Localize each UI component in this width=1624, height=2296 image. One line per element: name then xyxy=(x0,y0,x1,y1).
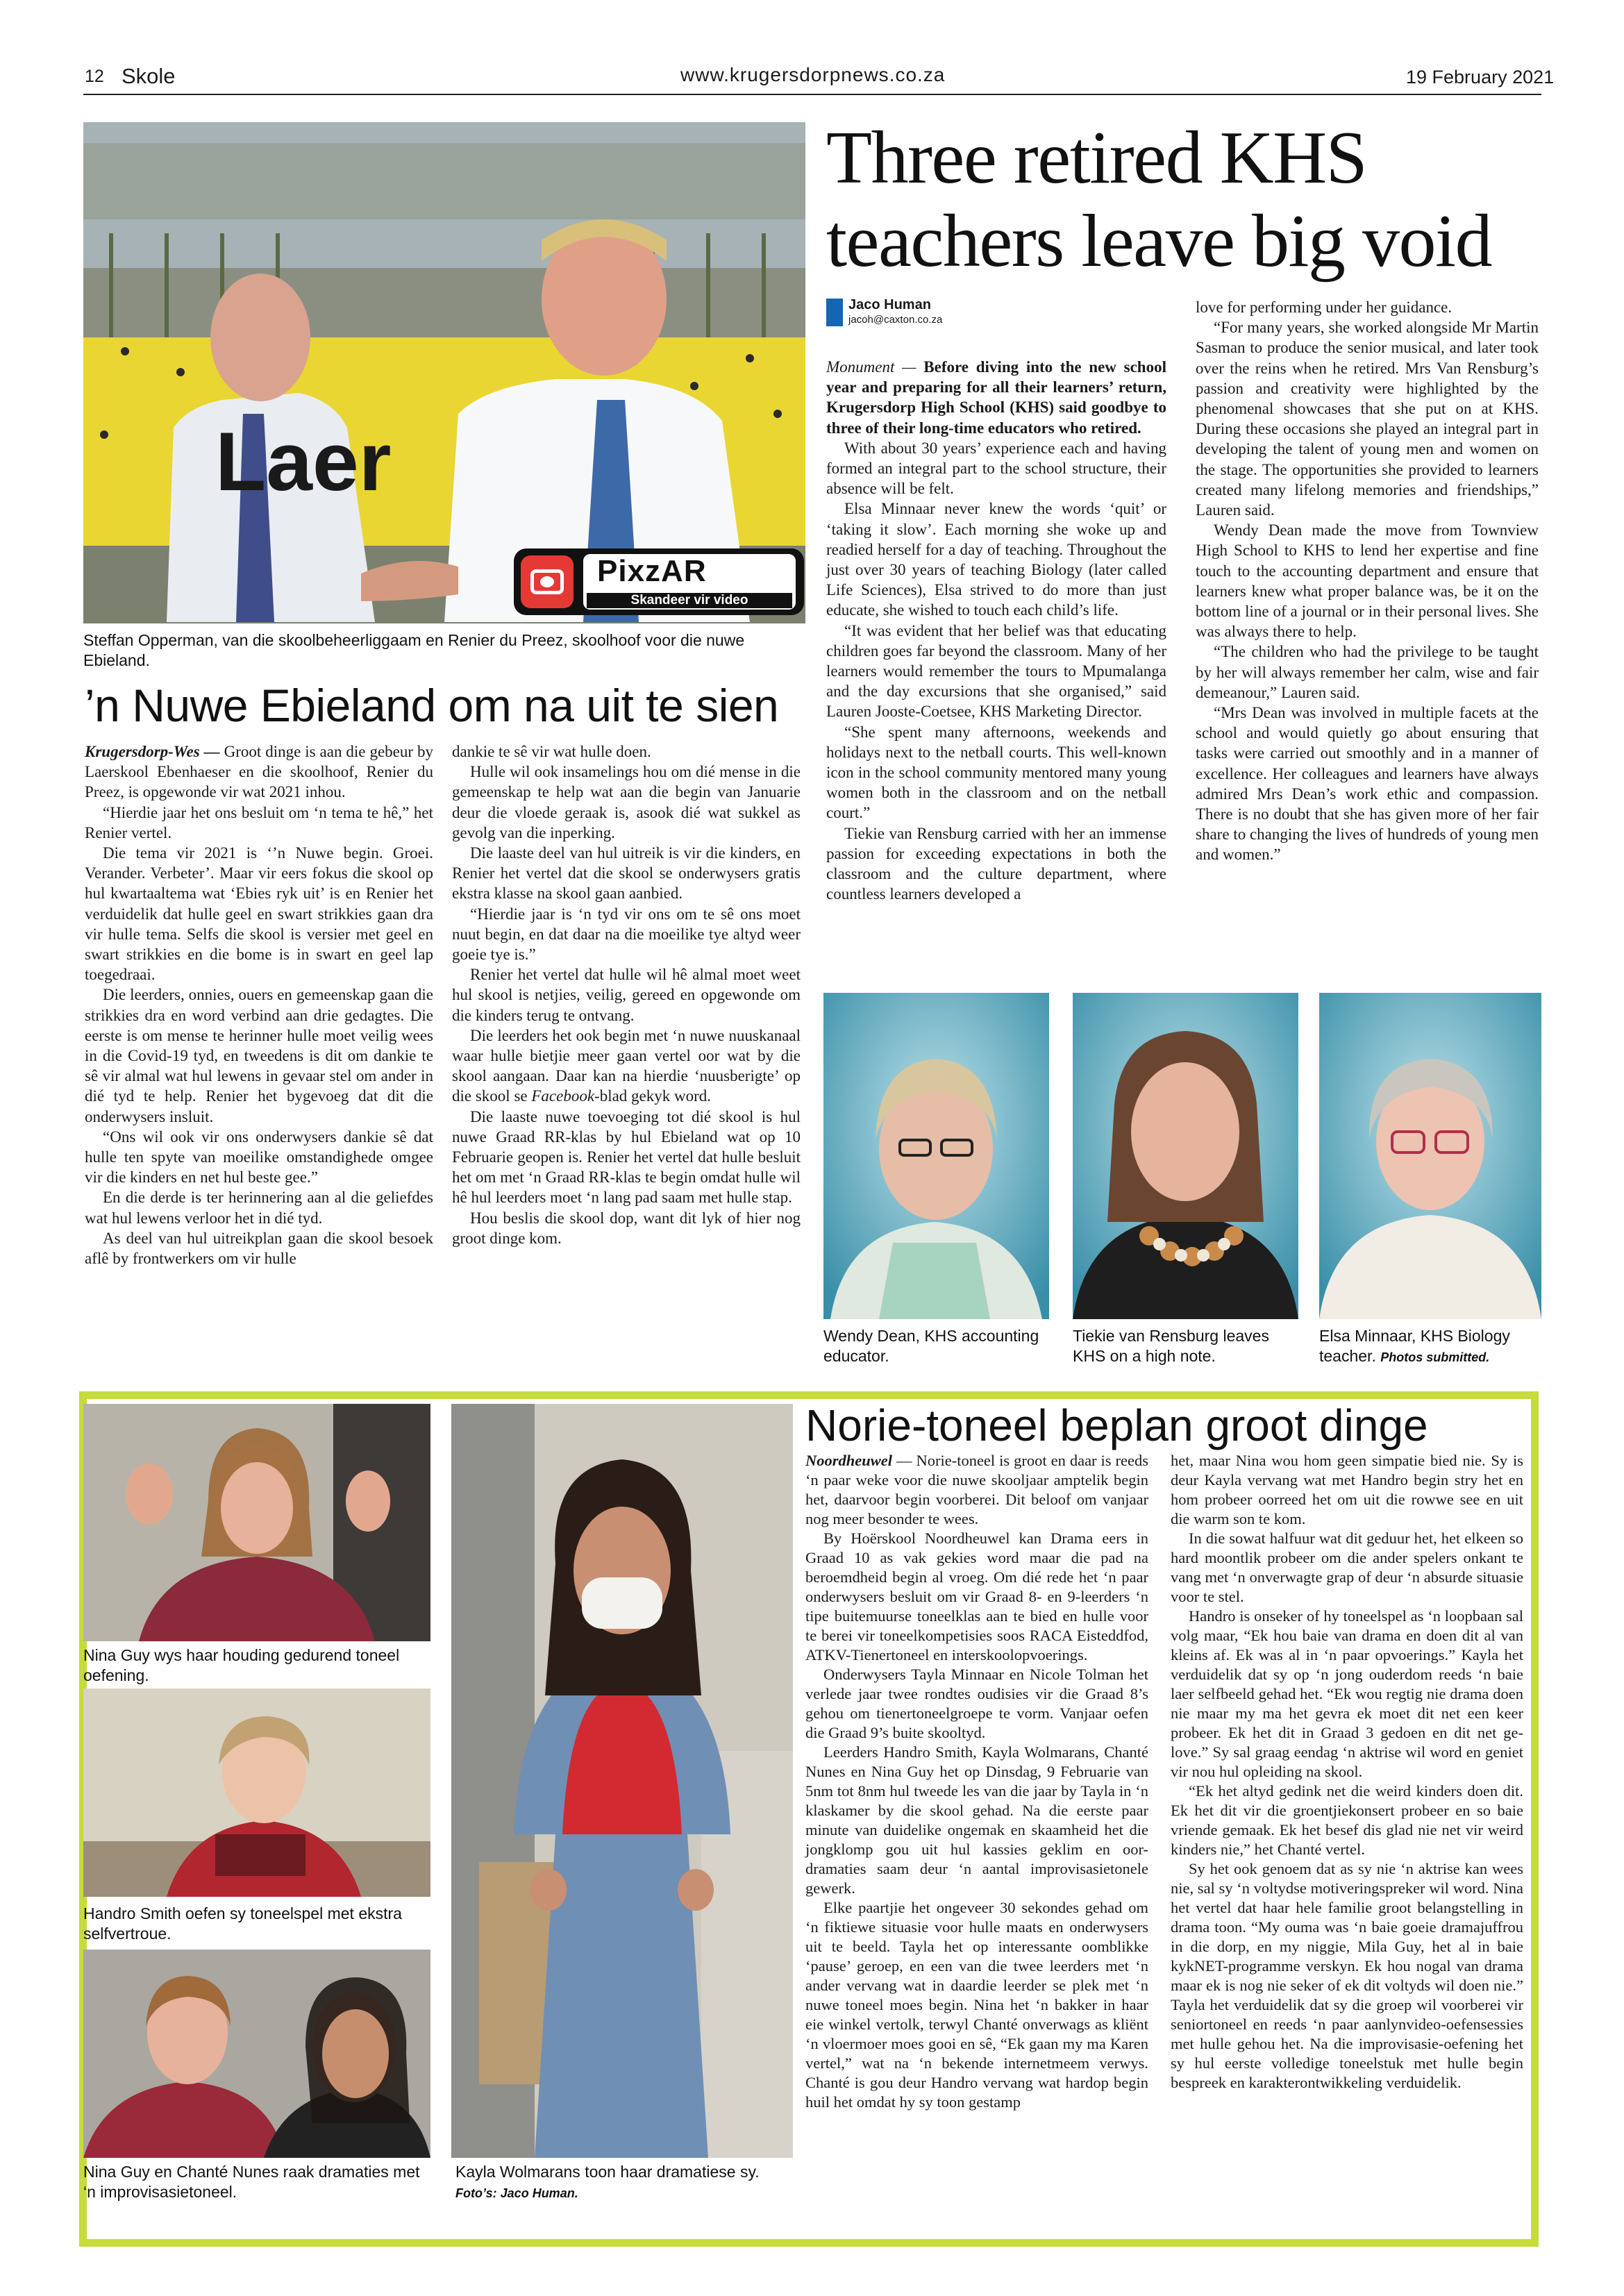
site-url[interactable]: www.krugersdorpnews.co.za xyxy=(680,64,946,85)
khs-column-1: Monument — Before diving into the new school year and preparing for all their learners’ return, Krugersdorp High School (KHS) said goodbye to three of their long-time educators who retired. With about 30 years’ experience each and having formed an integral part to the school structure, their absence will be felt. Elsa Minnaar never knew the words ‘quit’ or ‘taking it slow’. Each morning she woke up and readied herself for a day of teaching. Throughout the just over 30 years of teaching Biology (later called Life Sciences), Elsa strived to do more than just educate, she wished to touch each child’s life. “It was evident that her belief was that educating children goes far beyond the classroom. Many of her learners would remember the tours to Mpumalanga and the day excursions that she organised,” said Lauren Jooste-Coetsee, KHS Marketing Director. “She spent many afternoons, weekends and holidays next to the netball courts. This well-known icon in the school community mentored many young women both in the classroom and on the netball court.” Tiekie van Rensburg carried with her an immense passion for exceeding expectations in both the classroom and the culture department, where countless learners developed a xyxy=(826,358,1166,903)
norie-headline: Norie-toneel beplan groot dinge xyxy=(805,1400,1428,1450)
page-number: 12 xyxy=(85,67,104,86)
facebook-word: Facebook xyxy=(531,1087,595,1105)
ebieland-column-1: Krugersdorp-Wes — Groot dinge is aan die gebeur by Laerskool Ebenhaeser en die skoolhoof, Renier du Preez, is opgewonde vir wat 2021 inhou. “Hierdie jaar het ons besluit om ‘n tema te hê,” het Renier vertel. Die tema vir 2021 is ‘’n Nuwe begin. Groei. Verander. Verbeter’. Maar vir eers fokus die skool op hul kwartaaltema wat ‘Ebies ryk uit’ is en Renier het verduidelik dat hulle geel en swart strikkies gaan dra vir hulle tema. Selfs die skool is versier met geel en swart strikkies en die bome is in swart en geel lap toegedraai. Die leerders, onnies, ouers en gemeenskap gaan die strikkies dra en word verbind aan drie gedagtes. Die eerste is om mense te herinner hulle moet veilig wees in die Covid-19 tyd, en tweedens is dit om dankie te sê vir almal wat hul lewens in gevaar stel om ander in dié tyd te help. Renier het bygevoeg dat dit die onderwysers insluit. “Ons wil ook vir ons onderwysers dankie sê dat hulle ten spyte van moeilike omstandighede omgee vir die kinders en net hul beste gee.” En die derde is ter herinnering aan al die geliefdes wat hul lewens verloor het in dié tyd. As deel van hul uitreikplan gaan die skool besoek aflê by frontwerkers om vir hulle xyxy=(85,743,433,1268)
caption-nina-chante: Nina Guy en Chanté Nunes raak dramaties met ‘n improvisasietoneel. xyxy=(83,2163,420,2201)
portrait-caption-elsa: Elsa Minnaar, KHS Biology teacher. Photos submitted. xyxy=(1319,1327,1510,1365)
norie-photo-credit: Foto’s: Jaco Human. xyxy=(455,2186,578,2200)
portrait-wendy-dean xyxy=(823,993,1049,1319)
photo-kayla-wolmarans xyxy=(451,1404,793,2158)
caption-nina-guy: Nina Guy wys haar houding gedurend toneel oefening. xyxy=(83,1646,400,1684)
dateline: Krugersdorp-Wes — xyxy=(85,743,220,760)
photo-handro-smith xyxy=(83,1689,430,1897)
khs-dateline: Monument — xyxy=(826,358,916,376)
byline-name: Jaco Human xyxy=(848,297,931,312)
ebieland-headline: ’n Nuwe Ebieland om na uit te sien xyxy=(85,680,779,731)
caption-kayla-wolmarans: Kayla Wolmarans toon haar dramatiese sy. Foto’s: Jaco Human. xyxy=(455,2163,760,2200)
khs-headline: Three retired KHS teachers leave big void xyxy=(826,117,1492,283)
pixzar-cta: Skandeer vir video xyxy=(587,593,792,608)
byline-marker xyxy=(826,299,843,326)
photo-credit: Photos submitted. xyxy=(1380,1350,1490,1364)
section-name: Skole xyxy=(122,64,176,88)
byline-email[interactable]: jacoh@caxton.co.za xyxy=(848,314,943,326)
header-rule xyxy=(83,94,1541,95)
portrait-caption-tiekie: Tiekie van Rensburg leaves KHS on a high note. xyxy=(1073,1327,1269,1365)
portrait-elsa-minnaar xyxy=(1319,993,1541,1319)
caption-handro-smith: Handro Smith oefen sy toneelspel met ekstra selfvertroue. xyxy=(83,1904,402,1943)
portrait-caption-wendy: Wendy Dean, KHS accounting educator. xyxy=(823,1327,1039,1365)
camera-icon xyxy=(521,555,574,608)
banner-text: Laer xyxy=(215,415,392,508)
photo-nina-chante xyxy=(83,1950,430,2158)
norie-column-1: Noordheuwel — Norie-toneel is groot en daar is reeds ‘n paar weke voor die nuwe skooljaar amptelik begin het, daarvoor begin voorberei. Dit beloof om vanjaar nog meer besonder te wees. By Hoërskool Noordheuwel kan Drama eers in Graad 10 as vak gekies word maar die pad na beroemdheid begin al vroeg. Om dié rede het ‘n paar onderwysers besluit om vir Graad 8- en 9-leerders ‘n tipe buitemuurse toneelklas aan te bied en hulle voor te berei vir toneelkompetisies soos RACA Eisteddfod, ATKV-Tienertoneel en interskoolopvoerings. Onderwysers Tayla Minnaar en Nicole Tolman het verlede jaar twee rondtes oudisies vir die Graad 8’s gehou om tienertoneelgroepe te vorm. Vanjaar oefen die Graad 9’s buite skooltyd. Leerders Handro Smith, Kayla Wolmarans, Chanté Nunes en Nina Guy het op Dinsdag, 9 Februarie van 5nm tot 8nm hul tweede les van die jaar by Tayla in ‘n klaskamer by die skool gehad. Na die eerste paar minute van duidelike ongemak en skaamheid het die jongklomp gou uit hul kassies geklim en oor-dramaties saam deur ‘n aantal improvisasietonele gewerk. Elke paartjie het ongeveer 30 sekondes gehad om ‘n fiktiewe situasie voor hulle maats en onderwysers uit te beeld. Tayla het op interessante oomblikke ‘pause’ geroep, en een van die twee leerders met ‘n ander vervang wat in daardie leerder se plek met ‘n nuwe toneel moes begin. Nina het ‘n bakker in haar eie winkel vertolk, terwyl Chanté onverwags as kliënt ‘n vloermoer moes gooi en sê, “Ek gaan my ma Karen vertel,” wat na ‘n bekende internetmeem verwys. Chanté is gou deur Handro vervang wat hardop begin huil het omdat hy sy toon gestamp xyxy=(805,1452,1148,2111)
ebieland-column-2: dankie te sê vir wat hulle doen. Hulle wil ook insamelings hou om dié mense in die gemeenskap te help wat aan die begin van Januarie deur die vloede geraak is, asook dié wat sukkel as gevolg van die inperking. Die laaste deel van hul uitreik is vir die kinders, en Renier het vertel dat die skool se onderwysers gratis ekstra klasse na skool gaan aanbied. “Hierdie jaar is ‘n tyd vir ons om te sê ons moet nuut begin, en dat daar na die moeilike tye altyd weer goeie tye is.” Renier het vertel dat hulle wil hê almal moet weet hul skool is netjies, veilig, gereed en opgewonde om die kinders terug te ontvang. Die leerders het ook begin met ‘n nuwe nuuskanaal waar hulle bietjie meer gaan vertel oor wat by die skool aangaan. Daar kan na hierdie ‘nuusberigte’ op die skool se Facebook-blad gekyk word. Die laaste nuwe toevoeging tot dié skool is hul nuwe Graad RR-klas by hul Ebieland wat op 10 Februarie geopen is. Renier het vertel dat hulle besluit het om met ‘n Graad RR-klas te begin omdat hulle wil hê hul leerders moet ‘n lang pad saam met hulle stap. Hou beslis die skool dop, want dit lyk of hier nog groot dinge kom. xyxy=(452,743,801,1247)
khs-lead: Before diving into the new school year and preparing for all their learners’ return, Krugersdorp High School (KHS) said goodbye to three of their long-time educators who retired. xyxy=(826,358,1166,437)
photo-nina-guy xyxy=(83,1404,430,1641)
khs-column-2: love for performing under her guidance. “For many years, she worked alongside Mr Martin Sasman to produce the senior musical, and later took over the reins when he retired. Mrs Van Rensburg’s passion and creativity were highlighted by the phenomenal showcases that she put on at KHS. During these occasions she played an integral part in developing the talent of young men and women on the stage. The opportunities she provided to learners created many lifelong memories and friendships,” Lauren said. Wendy Dean made the move from Townview High School to KHS to lend her expertise and fine touch to the accounting department and ensure that learners knew what proper balance was, be it on the bottom line of a journal or in their personal lives. She was always there to help. “The children who had the privilege to be taught by her will always remember her calm, wise and fair demeanour,” Lauren said. “Mrs Dean was involved in multiple facets at the school and would quietly go about ensuring that tasks were carried out smoothly and in a manner of excellence. Her colleagues and learners have always admired Mrs Dean’s work ethic and compassion. There is no doubt that she has given more of her fair share to changing the lives of hundreds of young men and women.” xyxy=(1196,299,1539,864)
norie-column-2: het, maar Nina wou hom geen simpatie bied nie. Sy is deur Kayla vervang wat met Handro begin stry het en hom probeer oorreed het om uit die rowwe see en uit die warm son te kom. In die sowat halfuur wat dit geduur het, het elkeen so hard moontlik probeer om die ander spelers onkant te vang met ‘n onverwagte grap of deur ‘n absurde situasie voor te stel. Handro is onseker of hy toneelspel as ‘n loopbaan sal volg maar, “Ek hou baie van drama en doen dit al van kleins af. Ek was al in ‘n paar opvoerings.” Kayla het verduidelik dat sy op ‘n jong ouderdom reeds ‘n baie laer selfbeeld gehad het. “Ek wou regtig nie drama doen nie maar my ma het gevra ek moet dit net een keer probeer. Ek het dit in Graad 3 gedoen en dit net ge-love.” Sy sal graag eendag ‘n aktrise wil word en geniet vir nou hul opleiding na skool. “Ek het altyd gedink net die weird kinders doen dit. Ek het dit vir die groentjiekonsert probeer en so baie vriende gemaak. Ek het besef dis glad nie net vir weird kinders nie,” het Chanté vertel. Sy het ook genoem dat as sy nie ‘n aktrise kan wees nie, sal sy ‘n voltydse motiveringspreker wil word. Nina het vertel dat haar hele familie groot belangstelling in drama toon. “My ouma was ‘n baie goeie dramajuffrou in die dorp, en my niggie, Mila Guy, het al in baie kykNET-programme verskyn. Ek hou nogal van drama maar ek is nog nie seker of ek dit voltyds wil doen nie.” Tayla het verduidelik dat sy die groep wil voorberei vir seniortoneel en reeds ‘n paar aanlynvideo-oefensessies met hulle gehou het. Na die improvisasie-oefening het sy hul eerste volledige toneelstuk met hulle begin bespreek en karakterontwikkeling verduidelik. xyxy=(1171,1452,1523,2091)
handshake-caption: Steffan Opperman, van die skoolbeheerliggaam en Renier du Preez, skoolhoof voor die nuwe Ebieland. xyxy=(83,631,745,669)
issue-date: 19 February 2021 xyxy=(1406,67,1555,87)
portrait-tiekie-van-rensburg xyxy=(1073,993,1298,1319)
pixzar-badge[interactable] xyxy=(514,548,804,615)
pixzar-brand: PixzAR xyxy=(597,554,707,588)
norie-dateline: Noordheuwel xyxy=(805,1452,893,1469)
